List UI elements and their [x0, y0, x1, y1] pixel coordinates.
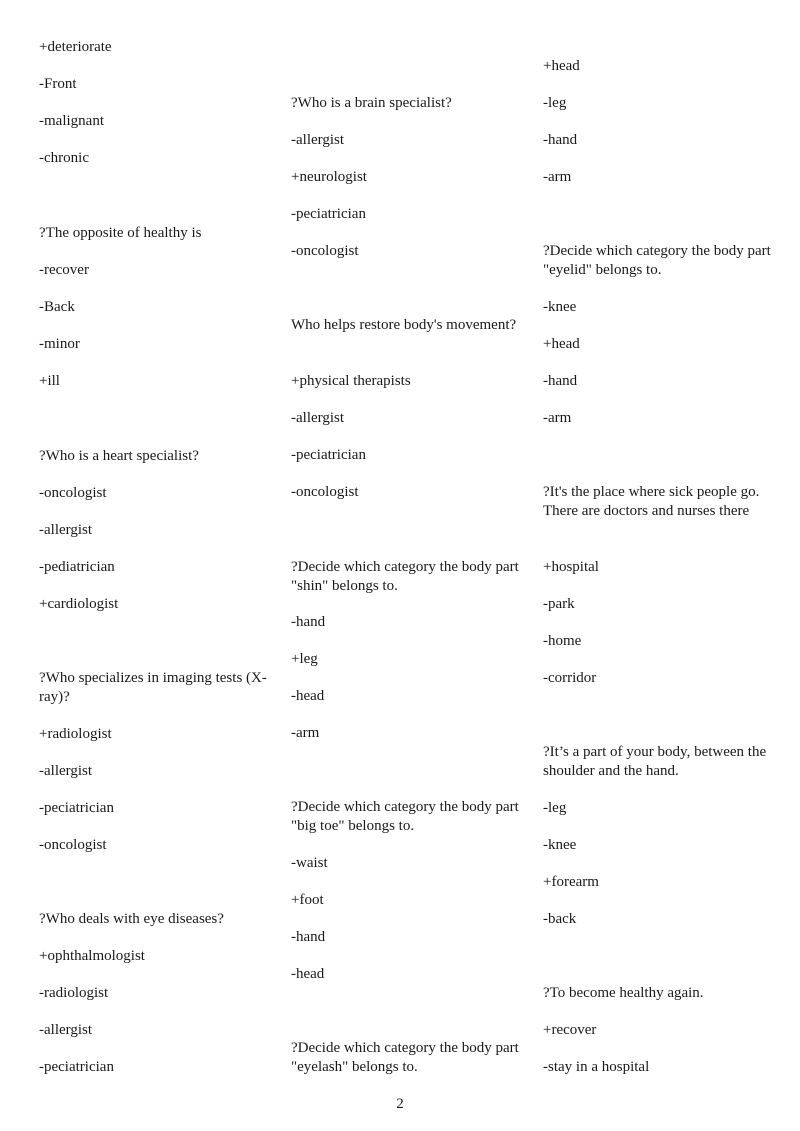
answer-option: -peciatrician	[39, 1059, 114, 1075]
answer-option: -hand	[291, 929, 326, 945]
answer-option: -home	[543, 633, 582, 649]
answer-option: +deteriorate	[39, 39, 112, 55]
answer-option: -allergist	[291, 410, 345, 426]
answer-option: -waist	[291, 855, 328, 871]
answer-option: +foot	[291, 892, 324, 908]
answer-option: -pediatrician	[39, 559, 115, 575]
question: Who helps restore body's movement?	[291, 317, 517, 333]
answer-option: -minor	[39, 336, 80, 352]
answer-option: -oncologist	[39, 837, 107, 853]
answer-option: -leg	[543, 95, 567, 111]
answer-option: -arm	[543, 169, 572, 185]
answer-option: -oncologist	[291, 484, 359, 500]
answer-option: -malignant	[39, 113, 104, 129]
answer-option: -arm	[291, 725, 320, 741]
answer-option: -oncologist	[291, 243, 359, 259]
answer-option: -allergist	[39, 1022, 93, 1038]
question: ?It’s a part of your body, between the shoulder and the hand.	[543, 744, 767, 779]
answer-option: -Back	[39, 299, 75, 315]
answer-option: -hand	[543, 373, 578, 389]
answer-option: +head	[543, 58, 580, 74]
answer-option: -peciatrician	[39, 800, 114, 816]
answer-option: -head	[291, 688, 325, 704]
answer-option: -oncologist	[39, 485, 107, 501]
answer-option: +leg	[291, 651, 318, 667]
answer-option: +radiologist	[39, 726, 112, 742]
answer-option: -arm	[543, 410, 572, 426]
answer-option: -head	[291, 966, 325, 982]
question: ?Decide which category the body part "big toe" belongs to.	[291, 799, 519, 834]
answer-option: +physical therapists	[291, 373, 411, 389]
answer-option: -peciatrician	[291, 447, 366, 463]
page-number: 2	[396, 1096, 404, 1112]
answer-option: +cardiologist	[39, 596, 119, 612]
answer-option: -stay in a hospital	[543, 1059, 650, 1075]
answer-option: -knee	[543, 837, 577, 853]
answer-option: -radiologist	[39, 985, 109, 1001]
question: ?Who deals with eye diseases?	[39, 911, 224, 927]
answer-option: -park	[543, 596, 575, 612]
answer-option: -allergist	[39, 522, 93, 538]
answer-option: -hand	[543, 132, 578, 148]
answer-option: -back	[543, 911, 577, 927]
question: ?Decide which category the body part "eyelash" belongs to.	[291, 1040, 519, 1075]
question: ?Who specializes in imaging tests (X-ray)?	[39, 670, 267, 705]
answer-option: -peciatrician	[291, 206, 366, 222]
answer-option: +ophthalmologist	[39, 948, 145, 964]
answer-option: -leg	[543, 800, 567, 816]
answer-option: -allergist	[291, 132, 345, 148]
question: ?It's the place where sick people go. There are doctors and nurses there	[543, 484, 760, 519]
answer-option: -knee	[543, 299, 577, 315]
answer-option: +ill	[39, 373, 60, 389]
question: ?The opposite of healthy is	[39, 225, 202, 241]
answer-option: +recover	[543, 1022, 597, 1038]
question: ?To become healthy again.	[543, 985, 704, 1001]
answer-option: -corridor	[543, 670, 597, 686]
answer-option: +hospital	[543, 559, 599, 575]
answer-option: -Front	[39, 76, 77, 92]
question: ?Who is a brain specialist?	[291, 95, 452, 111]
answer-option: +neurologist	[291, 169, 367, 185]
answer-option: -hand	[291, 614, 326, 630]
question: ?Who is a heart specialist?	[39, 448, 199, 464]
answer-option: -allergist	[39, 763, 93, 779]
answer-option: -chronic	[39, 150, 89, 166]
question: ?Decide which category the body part "eyelid" belongs to.	[543, 243, 771, 278]
question: ?Decide which category the body part "shin" belongs to.	[291, 559, 519, 594]
answer-option: +head	[543, 336, 580, 352]
answer-option: -recover	[39, 262, 89, 278]
answer-option: +forearm	[543, 874, 599, 890]
